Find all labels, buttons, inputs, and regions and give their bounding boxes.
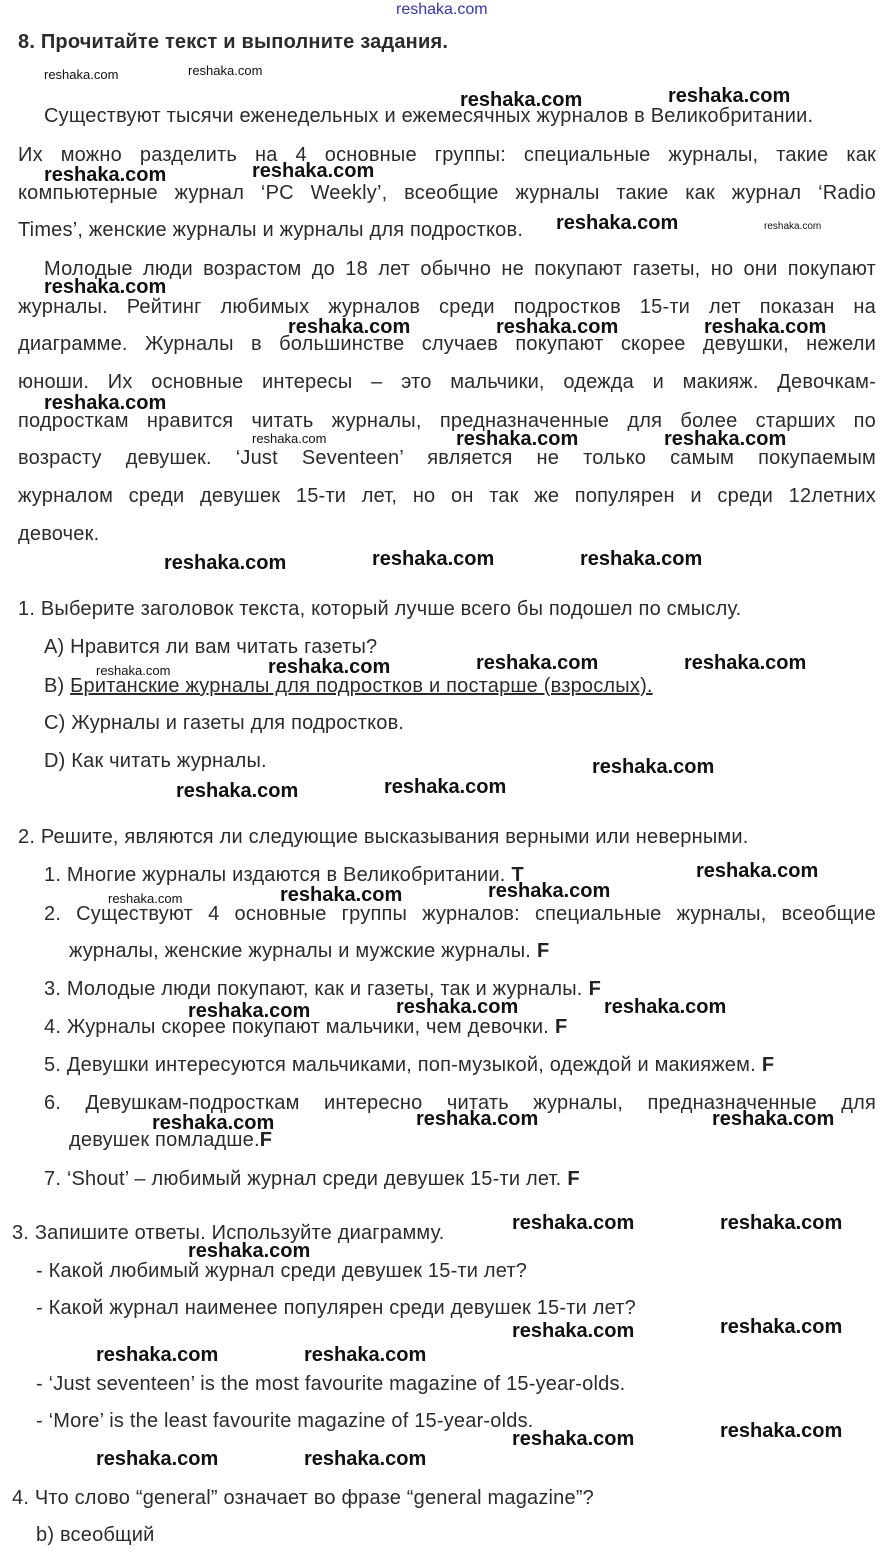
q2-item: 1. Многие журналы издаются в Великобритании. T <box>44 864 524 886</box>
watermark: reshaka.com <box>96 663 171 678</box>
passage-line: подросткам нравится читать журналы, предназначенные для более старших по <box>18 410 876 432</box>
watermark: reshaka.com <box>108 891 183 906</box>
watermark: reshaka.com <box>664 428 787 450</box>
q2-item: 7. ‘Shout’ – любимый журнал среди девушек 15-ти лет. F <box>44 1168 580 1190</box>
passage-line: компьютерные журнал ‘PC Weekly’, всеобщие журналы такие как журнал ‘Radio <box>18 182 876 204</box>
site-link[interactable]: reshaka.com <box>396 1 488 18</box>
q2-answer: F <box>259 1129 273 1151</box>
watermark: reshaka.com <box>288 316 411 338</box>
watermark: reshaka.com <box>164 552 287 574</box>
passage-line: диаграмме. Журналы в большинстве случаев покупают скорее девушки, нежели <box>18 333 876 355</box>
q2-answer: F <box>537 940 550 962</box>
q2-item: 6. Девушкам-подросткам интересно читать журналы, предназначенные для <box>44 1092 876 1114</box>
passage-line: девочек. <box>18 523 100 545</box>
task-title: 8. Прочитайте текст и выполните задания. <box>18 31 449 53</box>
passage-line: юноши. Их основные интересы – это мальчики, одежда и макияж. Девочкам- <box>18 371 876 393</box>
watermark: reshaka.com <box>44 392 167 414</box>
q2-item: 5. Девушки интересуются мальчиками, поп-музыкой, одеждой и макияжем. F <box>44 1054 775 1076</box>
watermark: reshaka.com <box>44 276 167 298</box>
passage-line: Молодые люди возрастом до 18 лет обычно не покупают газеты, но они покупают <box>44 258 876 280</box>
watermark: reshaka.com <box>460 89 583 111</box>
watermark: reshaka.com <box>512 1212 635 1234</box>
watermark: reshaka.com <box>696 860 819 882</box>
passage-line: Их можно разделить на 4 основные группы: специальные журналы, такие как <box>18 144 876 166</box>
watermark: reshaka.com <box>188 1000 311 1022</box>
watermark: reshaka.com <box>592 756 715 778</box>
q2-item: 4. Журналы скорее покупают мальчики, чем девочки. F <box>44 1016 568 1038</box>
watermark: reshaka.com <box>764 221 822 232</box>
watermark: reshaka.com <box>280 884 403 906</box>
q3-answer: - ‘More’ is the least favourite magazine of 15-year-olds. <box>36 1410 534 1432</box>
passage-line: журналом среди девушек 15-ти лет, но он так же популярен и среди 12летних <box>18 485 876 507</box>
watermark: reshaka.com <box>416 1108 539 1130</box>
q2-prompt: 2. Решите, являются ли следующие высказывания верными или неверными. <box>18 826 749 848</box>
watermark: reshaka.com <box>512 1320 635 1342</box>
q4-answer: b) всеобщий <box>36 1524 155 1546</box>
watermark: reshaka.com <box>252 431 327 446</box>
watermark: reshaka.com <box>580 548 703 570</box>
q2-item: 3. Молодые люди покупают, как и газеты, так и журналы. F <box>44 978 601 1000</box>
watermark: reshaka.com <box>252 160 375 182</box>
watermark: reshaka.com <box>372 548 495 570</box>
q3-answer: - ‘Just seventeen’ is the most favourite magazine of 15-year-olds. <box>36 1373 626 1395</box>
watermark: reshaka.com <box>704 316 827 338</box>
watermark: reshaka.com <box>556 212 679 234</box>
watermark: reshaka.com <box>96 1344 219 1366</box>
q1-option-a: A) Нравится ли вам читать газеты? <box>44 636 378 658</box>
watermark: reshaka.com <box>720 1316 843 1338</box>
q4-prompt: 4. Что слово “general” означает во фразе “general magazine”? <box>12 1487 595 1509</box>
q2-answer: F <box>567 1168 580 1190</box>
q1-option-c: C) Журналы и газеты для подростков. <box>44 712 405 734</box>
watermark: reshaka.com <box>44 67 119 82</box>
watermark: reshaka.com <box>712 1108 835 1130</box>
watermark: reshaka.com <box>720 1212 843 1234</box>
q2-answer: F <box>761 1054 775 1076</box>
passage-line: Times’, женские журналы и журналы для подростков. <box>18 219 524 241</box>
watermark: reshaka.com <box>456 428 579 450</box>
watermark: reshaka.com <box>176 780 299 802</box>
q3-question: - Какой любимый журнал среди девушек 15-ти лет? <box>36 1260 528 1282</box>
passage-line: журналы. Рейтинг любимых журналов среди подростков 15-ти лет показан на <box>18 296 876 318</box>
watermark: reshaka.com <box>488 880 611 902</box>
watermark: reshaka.com <box>152 1112 275 1134</box>
watermark: reshaka.com <box>384 776 507 798</box>
q2-answer: T <box>511 864 524 886</box>
q1-answer-underlined: Британские журналы для подростков и постарше (взрослых). <box>70 675 653 697</box>
q3-prompt: 3. Запишите ответы. Используйте диаграмму. <box>12 1222 445 1244</box>
q2-answer: F <box>588 978 601 1000</box>
watermark: reshaka.com <box>720 1420 843 1442</box>
q3-question: - Какой журнал наименее популярен среди девушек 15-ти лет? <box>36 1297 636 1319</box>
watermark: reshaka.com <box>44 164 167 186</box>
watermark: reshaka.com <box>188 1240 311 1262</box>
watermark: reshaka.com <box>684 652 807 674</box>
q2-item-cont: журналы, женские журналы и мужские журналы. F <box>69 940 550 962</box>
q1-option-b: B) Британские журналы для подростков и постарше (взрослых). <box>44 675 653 697</box>
watermark: reshaka.com <box>304 1448 427 1470</box>
q2-answer: F <box>555 1016 568 1038</box>
watermark: reshaka.com <box>668 85 791 107</box>
watermark: reshaka.com <box>268 656 391 678</box>
q2-item-cont: девушек помладше.F <box>69 1129 273 1151</box>
q2-item: 2. Существуют 4 основные группы журналов: специальные журналы, всеобщие <box>44 903 876 925</box>
watermark: reshaka.com <box>396 996 519 1018</box>
watermark: reshaka.com <box>96 1448 219 1470</box>
watermark: reshaka.com <box>512 1428 635 1450</box>
watermark: reshaka.com <box>188 63 263 78</box>
watermark: reshaka.com <box>304 1344 427 1366</box>
watermark: reshaka.com <box>496 316 619 338</box>
passage-line: Существуют тысячи еженедельных и ежемесячных журналов в Великобритании. <box>44 105 814 127</box>
passage-line: возрасту девушек. ‘Just Seventeen’ является не только самым покупаемым <box>18 447 876 469</box>
q1-prompt: 1. Выберите заголовок текста, который лучше всего бы подошел по смыслу. <box>18 598 742 620</box>
watermark: reshaka.com <box>476 652 599 674</box>
q1-option-d: D) Как читать журналы. <box>44 750 267 772</box>
watermark: reshaka.com <box>604 996 727 1018</box>
